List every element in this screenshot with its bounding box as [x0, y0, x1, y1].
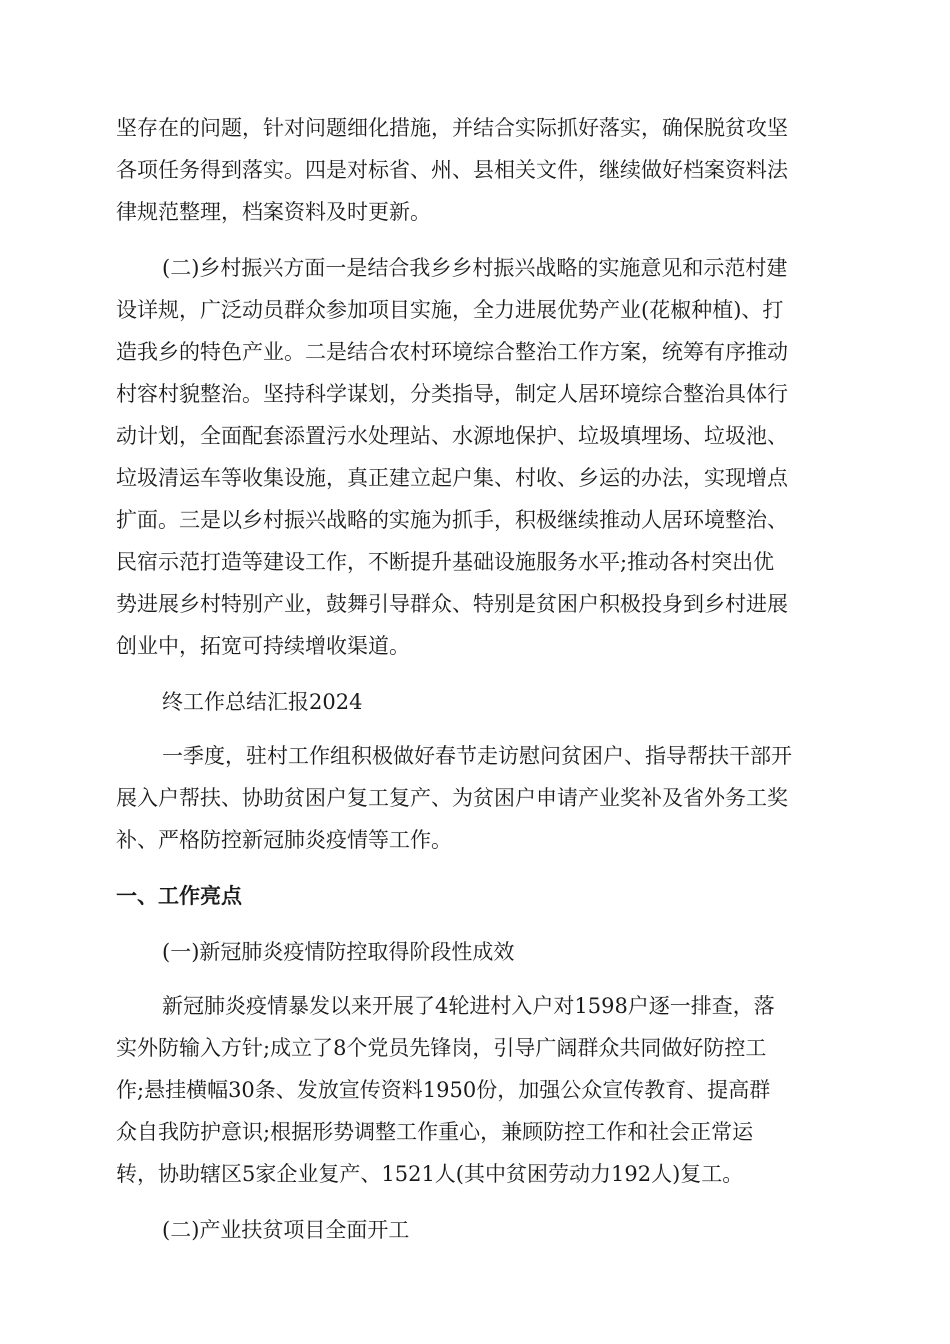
text-line: 动计划，全面配套添置污水处理站、水源地保护、垃圾填埋场、垃圾池、 — [116, 424, 788, 448]
subsection-heading: (二)产业扶贫项目全面开工 — [162, 1218, 410, 1242]
report-title: 终工作总结汇报2024 — [162, 690, 363, 714]
text-line: 创业中，拓宽可持续增收渠道。 — [116, 634, 410, 658]
text-line: 一季度，驻村工作组积极做好春节走访慰问贫困户、指导帮扶干部开 — [162, 744, 792, 768]
text-line: 作;悬挂横幅30条、发放宣传资料1950份，加强公众宣传教育、提高群 — [116, 1078, 771, 1102]
text-line: 实外防输入方针;成立了8个党员先锋岗，引导广阔群众共同做好防控工 — [116, 1036, 767, 1060]
text-line: (二)乡村振兴方面一是结合我乡乡村振兴战略的实施意见和示范村建 — [162, 256, 788, 280]
text-line: 扩面。三是以乡村振兴战略的实施为抓手，积极继续推动人居环境整治、 — [116, 508, 788, 532]
text-line: 新冠肺炎疫情暴发以来开展了4轮进村入户对1598户逐一排查，落 — [162, 994, 775, 1018]
text-line: 造我乡的特色产业。二是结合农村环境综合整治工作方案，统筹有序推动 — [116, 340, 788, 364]
section-heading: 一、工作亮点 — [116, 884, 242, 908]
subsection-heading: (一)新冠肺炎疫情防控取得阶段性成效 — [162, 940, 515, 964]
text-line: 民宿示范打造等建设工作，不断提升基础设施服务水平;推动各村突出优 — [116, 550, 775, 574]
text-line: 村容村貌整治。坚持科学谋划，分类指导，制定人居环境综合整治具体行 — [116, 382, 788, 406]
text-line: 律规范整理，档案资料及时更新。 — [116, 200, 431, 224]
text-line: 坚存在的问题，针对问题细化措施，并结合实际抓好落实，确保脱贫攻坚 — [116, 116, 788, 140]
text-line: 势进展乡村特别产业，鼓舞引导群众、特别是贫困户积极投身到乡村进展 — [116, 592, 788, 616]
text-line: 设详规，广泛动员群众参加项目实施，全力进展优势产业(花椒种植)、打 — [116, 298, 784, 322]
text-line: 垃圾清运车等收集设施，真正建立起户集、村收、乡运的办法，实现增点 — [116, 466, 788, 490]
text-line: 展入户帮扶、协助贫困户复工复产、为贫困户申请产业奖补及省外务工奖 — [116, 786, 788, 810]
text-line: 转，协助辖区5家企业复产、1521人(其中贫困劳动力192人)复工。 — [116, 1162, 744, 1186]
text-line: 各项任务得到落实。四是对标省、州、县相关文件，继续做好档案资料法 — [116, 158, 788, 182]
text-line: 众自我防护意识;根据形势调整工作重心，兼顾防控工作和社会正常运 — [116, 1120, 754, 1144]
text-line: 补、严格防控新冠肺炎疫情等工作。 — [116, 828, 452, 852]
